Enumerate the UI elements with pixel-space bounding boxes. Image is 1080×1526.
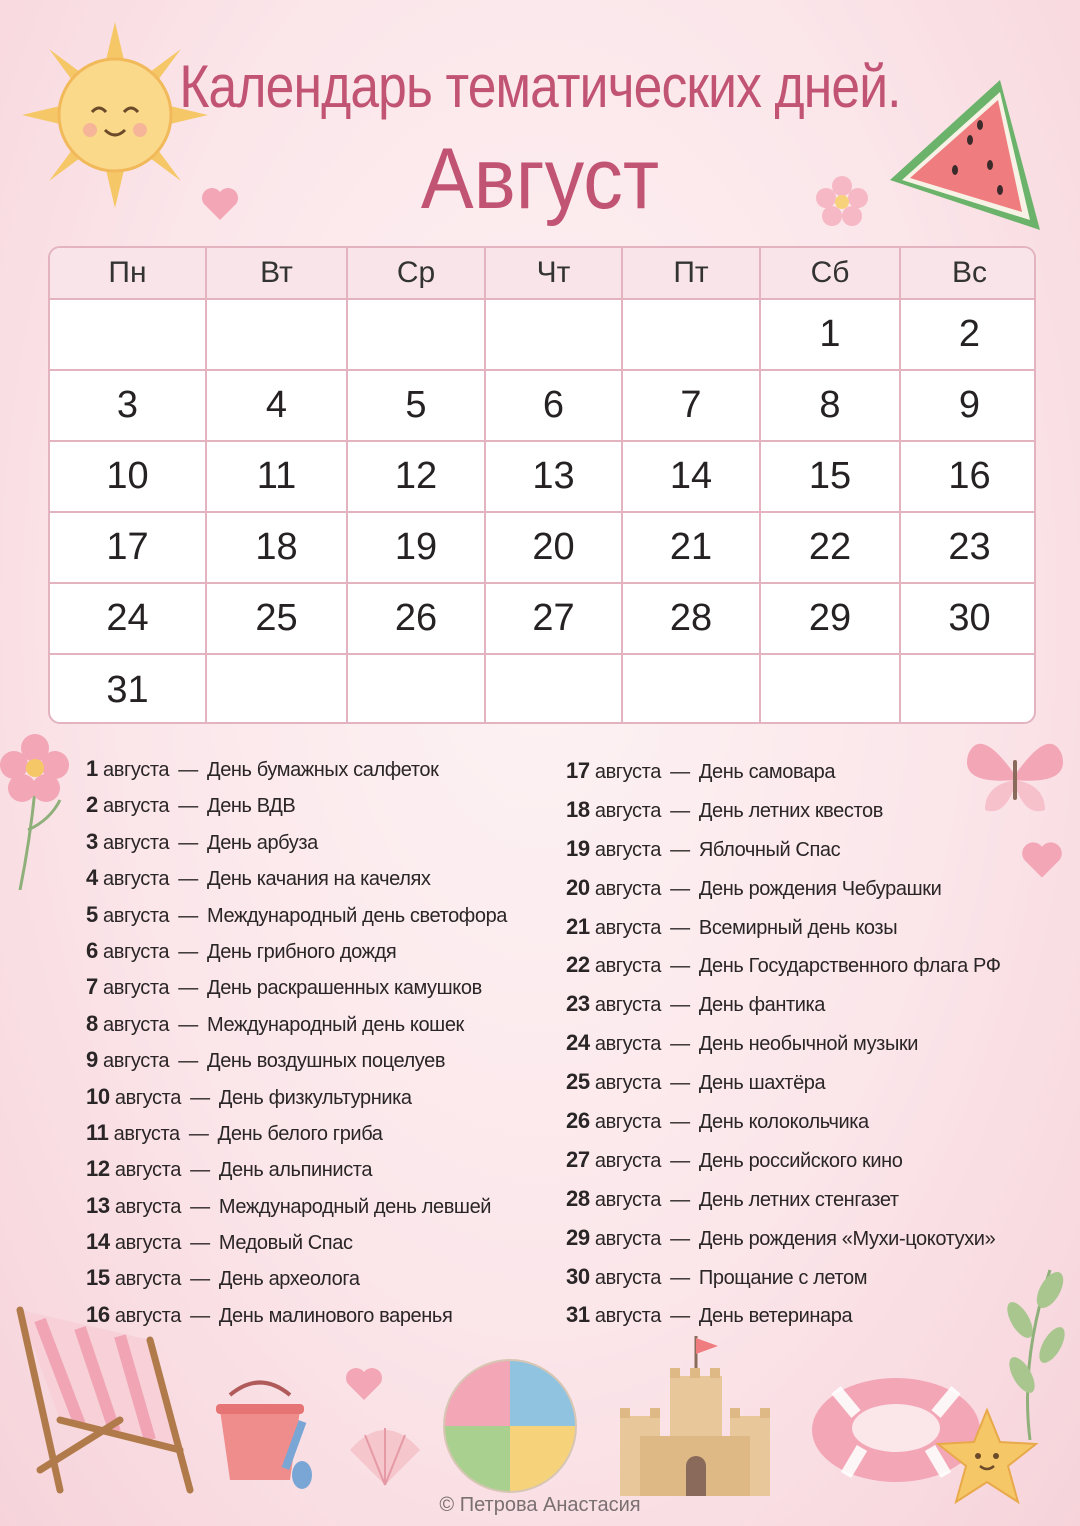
event-day: 17 xyxy=(566,758,590,783)
event-separator: — xyxy=(670,916,690,939)
calendar-day-cell: 14 xyxy=(623,442,761,513)
event-month: августа xyxy=(103,1013,170,1036)
event-name: День рождения «Мухи-цокотухи» xyxy=(698,1227,996,1250)
event-day: 13 xyxy=(86,1192,110,1218)
event-month: августа xyxy=(113,1122,180,1145)
event-name: День грибного дождя xyxy=(207,940,397,963)
event-separator: — xyxy=(670,799,690,822)
event-month: августа xyxy=(103,977,170,1000)
event-item xyxy=(566,1030,1001,1069)
calendar-day-cell xyxy=(761,655,901,724)
calendar-day-cell: 15 xyxy=(761,442,901,513)
calendar-grid xyxy=(48,246,1036,724)
event-day: 18 xyxy=(566,796,590,822)
event-day: 1 xyxy=(86,756,98,781)
star-icon xyxy=(932,1406,1042,1506)
calendar-day-cell: 12 xyxy=(348,442,486,513)
calendar-day-cell: 29 xyxy=(761,584,901,655)
calendar-day-cell: 31 xyxy=(50,655,207,724)
event-name: Международный день светофора xyxy=(207,904,508,927)
event-item xyxy=(86,792,507,828)
event-item xyxy=(86,1302,507,1338)
event-item xyxy=(86,1047,507,1083)
calendar-day-cell: 1 xyxy=(761,300,901,371)
calendar-day-cell: 3 xyxy=(50,371,207,442)
weekday-header: Пт xyxy=(623,248,761,300)
event-name: Международный день кошек xyxy=(207,1013,464,1036)
event-item xyxy=(86,1011,507,1047)
event-name: День ветеринара xyxy=(698,1305,853,1328)
event-item xyxy=(566,1186,1001,1225)
calendar-day-cell xyxy=(207,655,348,724)
calendar-day-cell: 27 xyxy=(486,584,623,655)
event-separator: — xyxy=(190,1304,210,1327)
event-day: 4 xyxy=(86,865,98,891)
event-separator: — xyxy=(178,904,198,927)
calendar-day-cell: 28 xyxy=(623,584,761,655)
event-day: 24 xyxy=(566,1030,590,1056)
event-day: 14 xyxy=(86,1229,110,1255)
event-month: августа xyxy=(114,1232,181,1255)
event-item xyxy=(86,902,507,938)
calendar-day-cell: 22 xyxy=(761,513,901,584)
event-day: 21 xyxy=(566,913,590,939)
event-separator: — xyxy=(670,994,690,1017)
events-list-right xyxy=(566,758,1001,1341)
event-month: августа xyxy=(103,795,170,818)
copyright: © Петрова Анастасия xyxy=(439,1494,641,1516)
event-day: 27 xyxy=(566,1146,590,1172)
calendar-day-cell: 2 xyxy=(901,300,1036,371)
calendar-day-cell xyxy=(623,300,761,371)
event-day: 26 xyxy=(566,1108,590,1134)
event-name: День самовара xyxy=(698,761,836,783)
event-separator: — xyxy=(190,1195,210,1218)
calendar-day-cell: 11 xyxy=(207,442,348,513)
calendar-day-cell: 17 xyxy=(50,513,207,584)
calendar-day-cell: 21 xyxy=(623,513,761,584)
event-day: 3 xyxy=(86,828,98,854)
event-name: День летних стенгазет xyxy=(698,1188,899,1211)
event-name: Прощание с летом xyxy=(698,1266,868,1289)
event-separator: — xyxy=(178,868,198,891)
event-day: 12 xyxy=(86,1156,110,1182)
event-name: День физкультурника xyxy=(218,1086,412,1109)
event-name: День качания на качелях xyxy=(207,868,431,891)
month-title: Август xyxy=(420,131,660,227)
event-day: 20 xyxy=(566,874,590,900)
event-separator: — xyxy=(670,1072,690,1095)
event-day: 2 xyxy=(86,792,98,818)
event-month: августа xyxy=(594,838,661,861)
event-separator: — xyxy=(178,795,198,818)
event-separator: — xyxy=(178,940,198,963)
calendar-day-cell: 4 xyxy=(207,371,348,442)
event-item xyxy=(566,1264,1001,1303)
event-month: августа xyxy=(594,1149,661,1172)
event-separator: — xyxy=(670,1227,690,1250)
event-name: День необычной музыки xyxy=(698,1033,919,1056)
weekday-header: Вс xyxy=(901,248,1036,300)
event-month: августа xyxy=(594,994,661,1017)
calendar-day-cell xyxy=(623,655,761,724)
events-list-left xyxy=(86,756,507,1338)
calendar-day-cell: 26 xyxy=(348,584,486,655)
calendar-day-cell: 5 xyxy=(348,371,486,442)
event-separator: — xyxy=(190,1086,210,1109)
event-item xyxy=(566,1225,1001,1264)
event-month: августа xyxy=(594,1305,661,1328)
calendar-day-cell: 25 xyxy=(207,584,348,655)
weekday-header: Сб xyxy=(761,248,901,300)
event-separator: — xyxy=(190,1268,210,1291)
calendar-day-cell: 24 xyxy=(50,584,207,655)
event-name: День белого гриба xyxy=(217,1122,383,1145)
calendar-day-cell: 23 xyxy=(901,513,1036,584)
weekday-header: Чт xyxy=(486,248,623,300)
event-item xyxy=(566,758,1001,797)
event-item xyxy=(86,1156,507,1192)
event-day: 29 xyxy=(566,1224,590,1250)
event-month: августа xyxy=(594,1072,661,1095)
event-separator: — xyxy=(178,1013,198,1036)
event-item xyxy=(566,1108,1001,1147)
event-day: 6 xyxy=(86,937,98,963)
calendar-day-cell xyxy=(348,300,486,371)
event-separator: — xyxy=(190,1159,210,1182)
event-name: Всемирный день козы xyxy=(698,916,898,939)
event-item xyxy=(86,1229,507,1265)
event-name: День колокольчика xyxy=(698,1111,869,1134)
event-month: августа xyxy=(103,904,170,927)
calendar-day-cell xyxy=(486,655,623,724)
event-separator: — xyxy=(178,831,198,854)
event-month: августа xyxy=(594,955,661,978)
event-name: День летних квестов xyxy=(698,799,883,822)
event-item xyxy=(566,797,1001,836)
calendar-day-cell xyxy=(348,655,486,724)
event-day: 31 xyxy=(566,1302,590,1328)
event-day: 9 xyxy=(86,1047,98,1073)
weekday-header: Пн xyxy=(50,248,207,300)
event-name: День рождения Чебурашки xyxy=(698,877,942,900)
event-item xyxy=(566,1069,1001,1108)
calendar-day-cell: 30 xyxy=(901,584,1036,655)
event-month: августа xyxy=(594,761,661,783)
event-separator: — xyxy=(670,1305,690,1328)
event-item xyxy=(566,1147,1001,1186)
event-item xyxy=(566,836,1001,875)
event-month: августа xyxy=(114,1195,181,1218)
event-item xyxy=(566,1302,1001,1341)
event-separator: — xyxy=(670,1266,690,1289)
event-separator: — xyxy=(670,877,690,900)
calendar-day-cell: 16 xyxy=(901,442,1036,513)
event-name: Международный день левшей xyxy=(218,1195,492,1218)
event-item xyxy=(86,865,507,901)
calendar-day-cell: 20 xyxy=(486,513,623,584)
event-name: День российского кино xyxy=(698,1149,903,1172)
event-separator: — xyxy=(670,1111,690,1134)
event-day: 15 xyxy=(86,1265,110,1291)
calendar-day-cell: 13 xyxy=(486,442,623,513)
event-month: августа xyxy=(103,940,170,963)
event-month: августа xyxy=(103,759,170,781)
event-month: августа xyxy=(103,1050,170,1073)
event-separator: — xyxy=(670,1149,690,1172)
event-item xyxy=(86,1193,507,1229)
event-month: августа xyxy=(594,1188,661,1211)
event-item xyxy=(86,829,507,865)
sandcastle-icon xyxy=(600,1336,780,1506)
beach-ball-icon xyxy=(440,1356,580,1496)
event-name: День Государственного флага РФ xyxy=(698,955,1001,978)
page-title: Календарь тематических дней. xyxy=(179,53,901,120)
event-month: августа xyxy=(114,1086,181,1109)
event-day: 23 xyxy=(566,991,590,1017)
event-separator: — xyxy=(188,1122,209,1145)
calendar-day-cell: 18 xyxy=(207,513,348,584)
calendar-day-cell: 10 xyxy=(50,442,207,513)
weekday-header: Ср xyxy=(348,248,486,300)
heart-icon xyxy=(1020,840,1064,880)
calendar-day-cell: 7 xyxy=(623,371,761,442)
event-separator: — xyxy=(670,955,690,978)
event-name: День фантика xyxy=(698,994,826,1017)
event-month: августа xyxy=(594,1266,661,1289)
event-separator: — xyxy=(178,759,198,781)
event-name: День археолога xyxy=(218,1268,360,1291)
shell-icon xyxy=(345,1420,425,1490)
event-day: 8 xyxy=(86,1010,98,1036)
event-name: День ВДВ xyxy=(207,795,296,818)
event-month: августа xyxy=(594,1227,661,1250)
event-month: августа xyxy=(114,1304,181,1327)
event-name: День малинового варенья xyxy=(218,1304,453,1327)
calendar-day-cell xyxy=(486,300,623,371)
event-day: 22 xyxy=(566,952,590,978)
calendar-day-cell: 19 xyxy=(348,513,486,584)
event-separator: — xyxy=(670,838,690,861)
event-month: августа xyxy=(594,1111,661,1134)
event-name: Медовый Спас xyxy=(218,1232,353,1255)
event-day: 30 xyxy=(566,1263,590,1289)
event-day: 25 xyxy=(566,1069,590,1095)
calendar-day-cell: 8 xyxy=(761,371,901,442)
event-month: августа xyxy=(103,831,170,854)
event-item xyxy=(566,991,1001,1030)
event-month: августа xyxy=(103,868,170,891)
event-item xyxy=(566,952,1001,991)
event-day: 11 xyxy=(86,1119,109,1145)
event-name: День воздушных поцелуев xyxy=(207,1050,446,1073)
event-item xyxy=(566,914,1001,953)
event-day: 16 xyxy=(86,1301,110,1327)
event-month: августа xyxy=(594,799,661,822)
event-separator: — xyxy=(178,977,198,1000)
event-item xyxy=(86,1084,507,1120)
event-month: августа xyxy=(114,1268,181,1291)
event-month: августа xyxy=(594,1033,661,1056)
event-name: День раскрашенных камушков xyxy=(207,977,482,1000)
event-separator: — xyxy=(178,1050,198,1073)
event-month: августа xyxy=(114,1159,181,1182)
event-day: 7 xyxy=(86,974,98,1000)
flower-icon xyxy=(0,730,70,890)
event-item xyxy=(86,1265,507,1301)
event-separator: — xyxy=(190,1232,210,1255)
weekday-header: Вт xyxy=(207,248,348,300)
bucket-icon xyxy=(210,1380,320,1490)
event-item xyxy=(86,974,507,1010)
heart-icon xyxy=(344,1366,384,1402)
event-item xyxy=(566,875,1001,914)
event-month: августа xyxy=(594,877,661,900)
event-name: Яблочный Спас xyxy=(698,838,841,861)
event-name: День бумажных салфеток xyxy=(207,759,439,781)
event-item xyxy=(86,756,507,792)
event-separator: — xyxy=(670,1033,690,1056)
event-item xyxy=(86,938,507,974)
event-day: 28 xyxy=(566,1185,590,1211)
event-name: День шахтёра xyxy=(698,1072,826,1095)
event-month: августа xyxy=(594,916,661,939)
event-separator: — xyxy=(670,761,690,783)
calendar-day-cell xyxy=(207,300,348,371)
event-item xyxy=(86,1120,507,1156)
calendar-day-cell: 6 xyxy=(486,371,623,442)
calendar-day-cell: 9 xyxy=(901,371,1036,442)
event-day: 5 xyxy=(86,901,98,927)
calendar-day-cell xyxy=(50,300,207,371)
event-day: 10 xyxy=(86,1083,110,1109)
calendar-day-cell xyxy=(901,655,1036,724)
event-day: 19 xyxy=(566,835,590,861)
event-name: День альпиниста xyxy=(218,1159,373,1182)
event-separator: — xyxy=(670,1188,690,1211)
event-name: День арбуза xyxy=(207,831,318,854)
